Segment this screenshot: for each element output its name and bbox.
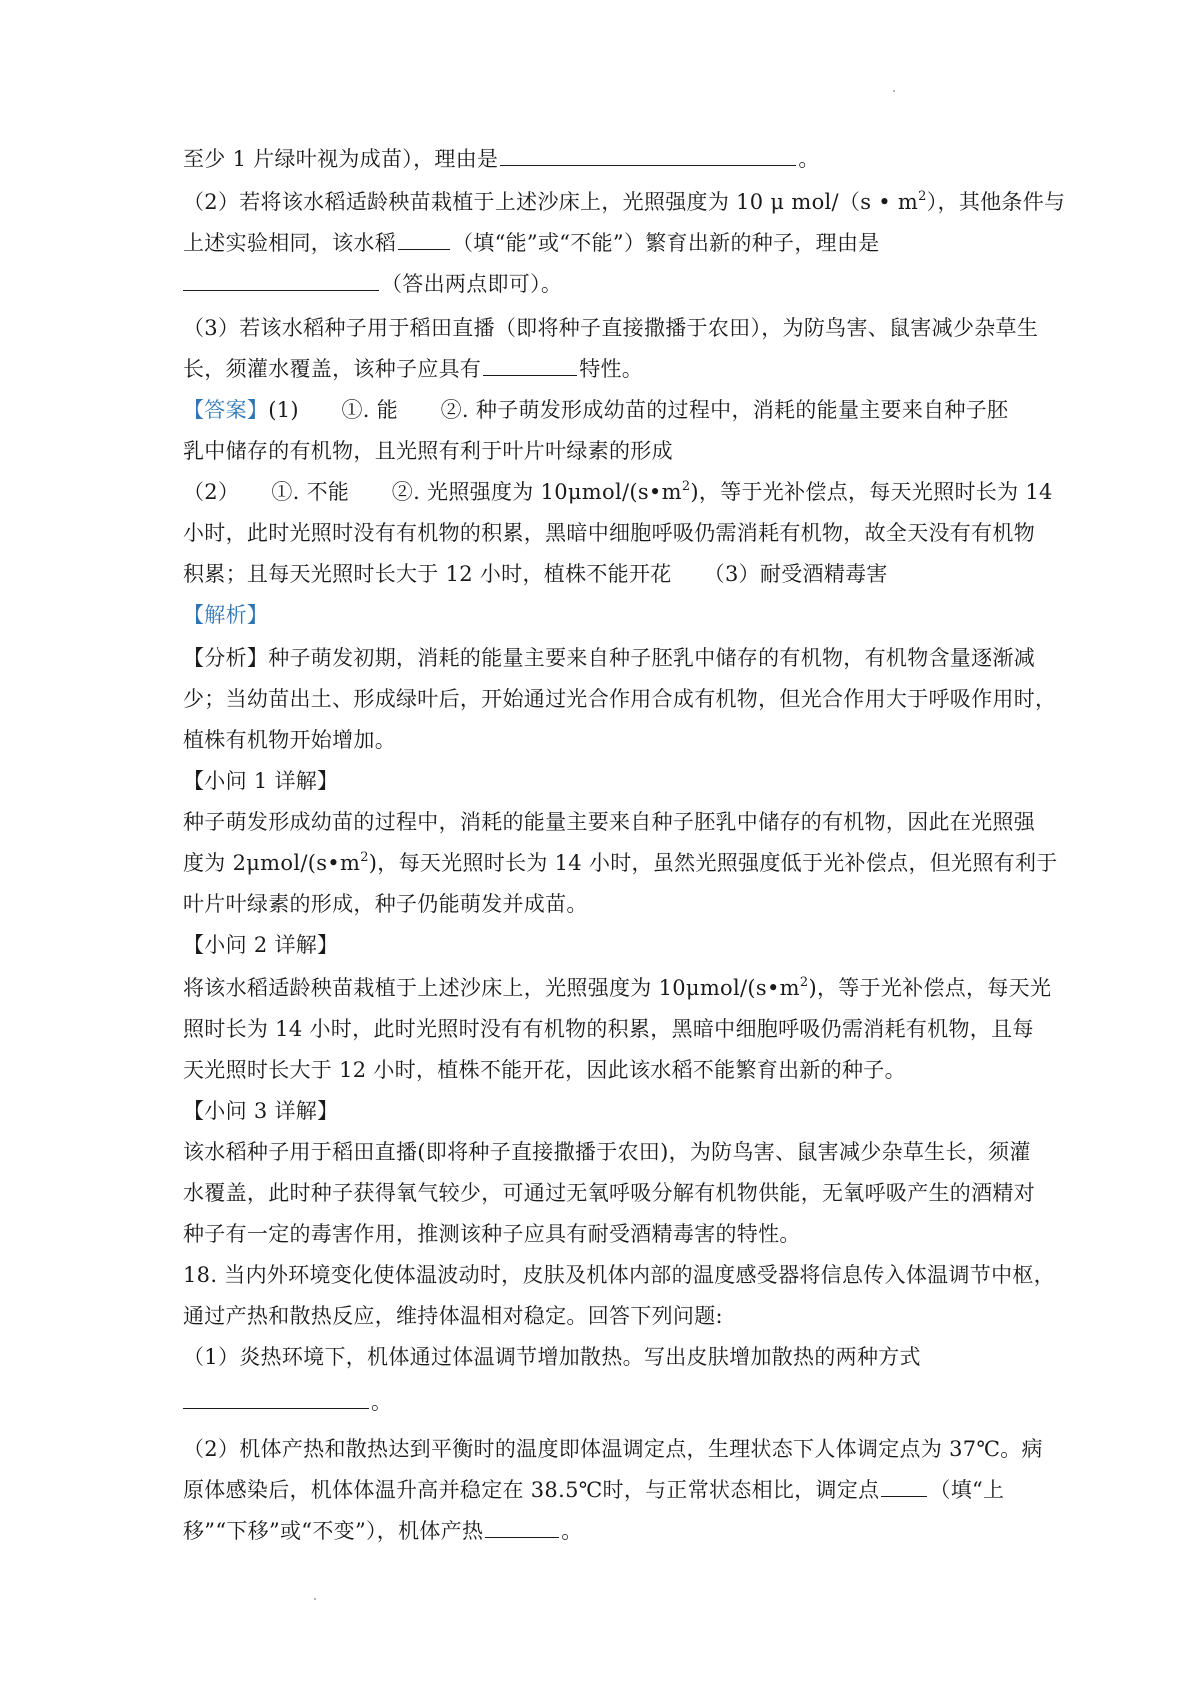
answer-blank[interactable] bbox=[398, 231, 450, 250]
text-line: 乳中储存的有机物，且光照有利于叶片叶绿素的形成 bbox=[183, 439, 673, 463]
answer-blank[interactable] bbox=[483, 357, 577, 376]
text-line: 植株有机物开始增加。 bbox=[183, 728, 396, 752]
section-heading: 【小问 3 详解】 bbox=[183, 1099, 339, 1123]
text-line: 少；当幼苗出土、形成绿叶后，开始通过光合作用合成有机物，但光合作用大于呼吸作用时， bbox=[183, 687, 1057, 711]
text-line: 度为 $2\mu mol/(s•m^2)$，每天光照时长为 14 小时，虽然光照强度低于光补偿点，但光照有利于 bbox=[183, 850, 1058, 875]
text-line: 种子有一定的毒害作用，推测该种子应具有耐受酒精毒害的特性。 bbox=[183, 1222, 801, 1246]
answer-line: （2） ①. 不能 ②. 光照强度为 $10\mu mol/(s•m^2)$，等于光补偿点，每天光照时长为 14 bbox=[183, 479, 1053, 504]
text-line: 水覆盖，此时种子获得氧气较少，可通过无氧呼吸分解有机物供能，无氧呼吸产生的酒精对 bbox=[183, 1181, 1035, 1205]
text-line: 原体感染后，机体体温升高并稳定在 38.5℃时，与正常状态相比，调定点 （填“上 bbox=[183, 1478, 1005, 1502]
text-line: 叶片叶绿素的形成，种子仍能萌发并成苗。 bbox=[183, 892, 588, 916]
answer-blank[interactable] bbox=[485, 1519, 559, 1538]
text-line: 长，须灌水覆盖，该种子应具有 特性。 bbox=[183, 357, 644, 381]
section-heading: 【小问 1 详解】 bbox=[183, 769, 339, 793]
question-3: （3）若该水稻种子用于稻田直播（即将种子直接撒播于农田），为防鸟害、鼠害减少杂草生 bbox=[183, 316, 1039, 340]
text-line: 至少 1 片绿叶视为成苗），理由是 。 bbox=[183, 147, 820, 171]
text-line: 照时长为 14 小时，此时光照时没有有机物的积累，黑暗中细胞呼吸仍需消耗有机物，且每 bbox=[183, 1017, 1034, 1041]
text-line: （1）炎热环境下，机体通过体温调节增加散热。写出皮肤增加散热的两种方式 bbox=[183, 1345, 921, 1369]
question-2: （2）若将该水稻适龄秧苗栽植于上述沙床上，光照强度为 10 μ mol/（s • $m^2$），其他条件与 bbox=[183, 189, 1066, 214]
text-line: 通过产热和散热反应，维持体温相对稳定。回答下列问题: bbox=[183, 1304, 723, 1328]
text-line: 种子萌发形成幼苗的过程中，消耗的能量主要来自种子胚乳中储存的有机物，因此在光照强 bbox=[183, 810, 1035, 834]
answer-line: 【答案】(1) ①. 能 ②. 种子萌发形成幼苗的过程中，消耗的能量主要来自种子胚 bbox=[183, 398, 1009, 422]
text-line: （2）机体产热和散热达到平衡时的温度即体温调定点，生理状态下人体调定点为 37℃。病 bbox=[183, 1437, 1043, 1461]
analysis-tag: 【解析】 bbox=[183, 603, 269, 627]
text-line: 小时，此时光照时没有有机物的积累，黑暗中细胞呼吸仍需消耗有机物，故全天没有有机物 bbox=[183, 521, 1035, 545]
analysis-line: 【分析】种子萌发初期，消耗的能量主要来自种子胚乳中储存的有机物，有机物含量逐渐减 bbox=[183, 646, 1035, 670]
answer-tag: 【答案】 bbox=[183, 398, 269, 422]
text-line: 天光照时长大于 12 小时，植株不能开花，因此该水稻不能繁育出新的种子。 bbox=[183, 1058, 906, 1082]
text-line: 上述实验相同，该水稻 （填“能”或“不能”）繁育出新的种子，理由是 bbox=[183, 231, 880, 255]
scan-speck bbox=[314, 1598, 316, 1600]
text-line: 将该水稻适龄秧苗栽植于上述沙床上，光照强度为 $10\mu mol/(s•m^2)$，等于光补偿点，每天光 bbox=[183, 975, 1052, 1000]
scan-speck bbox=[893, 90, 895, 92]
answer-blank[interactable] bbox=[500, 147, 796, 166]
text-line: 该水稻种子用于稻田直播(即将种子直接撒播于农田)，为防鸟害、鼠害减少杂草生长，须灌 bbox=[183, 1140, 1031, 1164]
section-heading: 【小问 2 详解】 bbox=[183, 933, 339, 957]
text-line: 。 bbox=[183, 1388, 392, 1416]
answer-blank[interactable] bbox=[183, 272, 379, 291]
answer-blank[interactable] bbox=[183, 1390, 369, 1409]
answer-blank[interactable] bbox=[881, 1478, 927, 1497]
text-line: 移”“下移”或“不变”），机体产热 。 bbox=[183, 1519, 583, 1543]
text-line: 积累；且每天光照时长大于 12 小时，植株不能开花 （3）耐受酒精毒害 bbox=[183, 562, 888, 586]
text-line: （答出两点即可）。 bbox=[183, 270, 562, 298]
question-18: 18. 当内外环境变化使体温波动时，皮肤及机体内部的温度感受器将信息传入体温调节中枢， bbox=[183, 1263, 1055, 1287]
